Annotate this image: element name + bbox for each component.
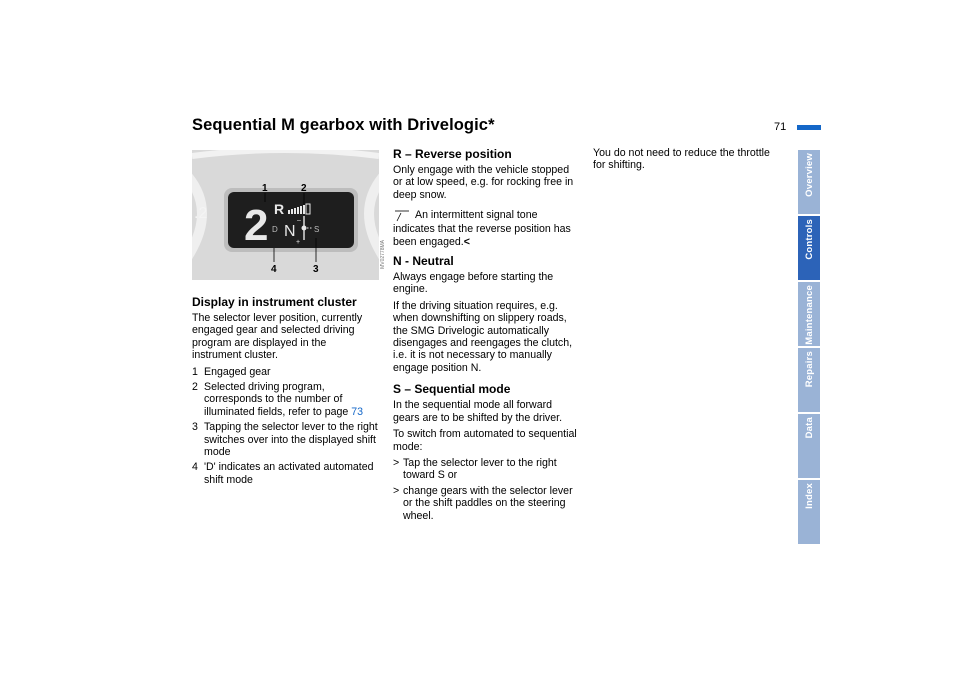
plus-glyph: + (296, 239, 301, 246)
callout-3: 3 (313, 264, 319, 275)
intro-text: The selector lever position, currently engaged gear and selected driving program are displayed in the instrument cluster. (192, 312, 363, 362)
nav-tab-label: Data (803, 417, 815, 439)
nav-tab-label: Maintenance (803, 285, 815, 345)
figure-code: MV02778MA (380, 240, 386, 269)
instrument-cluster-illustration (192, 150, 379, 280)
nav-tab-repairs[interactable] (798, 348, 820, 412)
paragraph: In the sequential mode all forward gears are to be shifted by the driver. (393, 399, 563, 424)
nav-tab-index[interactable] (798, 480, 820, 544)
right-column (593, 147, 779, 176)
list-item: > Tap the selector lever to the right toward S or (393, 456, 557, 482)
page-tab-marker (797, 125, 821, 130)
neutral-glyph: N (284, 223, 296, 240)
nav-tab-data[interactable] (798, 414, 820, 478)
drive-glyph: D (272, 225, 278, 234)
section-heading: Display in instrument cluster (192, 295, 357, 309)
nav-tab-controls[interactable] (798, 216, 820, 280)
section-heading: R – Reverse position (393, 147, 512, 161)
list-item: 4 'D' indicates an activated automated shift mode (192, 461, 374, 486)
left-column (192, 295, 378, 489)
section-nav (798, 150, 820, 546)
callout-1: 1 (262, 183, 268, 194)
callout-4: 4 (271, 264, 277, 275)
minus-glyph: – (297, 217, 301, 224)
nav-tab-label: Index (803, 483, 815, 509)
section-heading: S – Sequential mode (393, 382, 511, 397)
reverse-glyph: R (274, 201, 285, 217)
nav-tab-maintenance[interactable] (798, 282, 820, 346)
page-link[interactable]: 73 (351, 405, 364, 418)
page-title: Sequential M gearbox with Drivelogic* (192, 116, 495, 134)
nav-tab-label: Controls (803, 219, 815, 260)
paragraph: Only engage with the vehicle stopped or at low speed, e.g. for rocking free in deep snow. (393, 164, 574, 201)
list-item: 2 Selected driving program, corresponds to the number of illuminated fields, refer to page 73 (192, 381, 364, 418)
middle-column (393, 147, 579, 525)
list-item: > change gears with the selector lever or the shift paddles on the steering wheel. (393, 484, 573, 522)
instrument-cluster-figure (192, 150, 379, 280)
paragraph: If the driving situation requires, e.g. when downshifting on slippery roads, the SMG Drivelogic automatically disengages and reengages the clutch, i.e. it is not necessary to manually engage position N. (393, 299, 573, 374)
nav-tab-label: Repairs (803, 351, 815, 388)
paragraph: To switch from automated to sequential mode: (393, 428, 577, 453)
note-icon (393, 209, 411, 223)
sequential-glyph: S (314, 225, 320, 234)
note: An intermittent signal tone indicates that the reverse position has been engaged.< (393, 209, 571, 248)
list-item: 1 Engaged gear (192, 365, 271, 378)
list-item: 3 Tapping the selector lever to the right switches over into the displayed shift mode (192, 421, 378, 459)
paragraph: Always engage before starting the engine. (393, 271, 554, 296)
nav-tab-overview[interactable] (798, 150, 820, 214)
paragraph: You do not need to reduce the throttle for shifting. (593, 147, 770, 172)
svg-text:.2: .2 (194, 205, 208, 222)
page-number: 71 (774, 121, 787, 133)
nav-tab-label: Overview (803, 153, 815, 197)
section-heading: N - Neutral (393, 254, 454, 269)
engaged-gear-glyph: 2 (244, 201, 269, 250)
callout-2: 2 (301, 183, 307, 194)
